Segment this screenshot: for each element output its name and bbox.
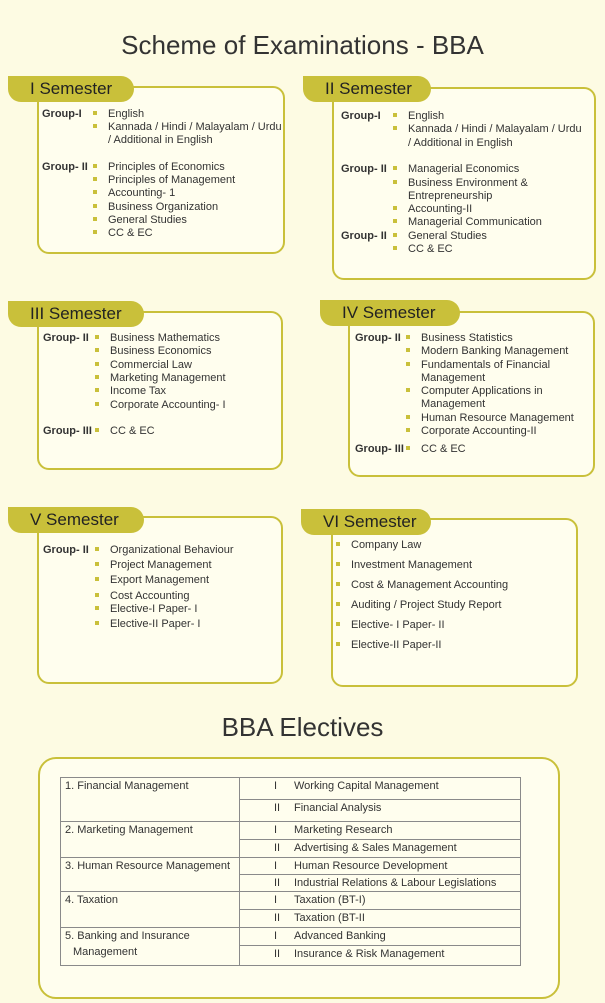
sem1-g1-item: / Additional in English xyxy=(108,134,213,146)
sem1-g2-item: Business Organization xyxy=(108,201,219,213)
sem2-g2-item: Accounting-II xyxy=(408,203,473,215)
paper-cell: II Financial Analysis xyxy=(240,800,521,822)
sem2-label: II Semester xyxy=(303,76,431,102)
sem4-g1-item: Fundamentals of Financial xyxy=(421,359,551,371)
sem1-g2-item: Accounting- 1 xyxy=(108,187,176,199)
sem6-item: Cost & Management Accounting xyxy=(351,579,509,591)
area-cell: 2. Marketing Management xyxy=(61,822,240,858)
sem4-g1-item: Computer Applications in xyxy=(421,385,543,397)
sem3-g2-item: CC & EC xyxy=(110,425,155,437)
paper-cell: II Industrial Relations & Labour Legislations xyxy=(240,875,521,892)
sem2-g1-item: Kannada / Hindi / Malayalam / Urdu xyxy=(408,123,582,135)
sem3-g1-item: Marketing Management xyxy=(110,372,226,384)
sem2-g2-item: Managerial Communication xyxy=(408,216,542,228)
sem6-item: Elective- I Paper- II xyxy=(351,619,445,631)
sem6-item: Elective-II Paper-II xyxy=(351,639,442,651)
area-cell: 5. Banking and Insurance Management xyxy=(61,928,240,966)
sem3-group1: Group- II xyxy=(43,332,89,344)
sem1-g2-item: General Studies xyxy=(108,214,187,226)
sem2-g1-item: English xyxy=(408,110,445,122)
sem6-item: Auditing / Project Study Report xyxy=(351,599,502,611)
sem3-g1-item: Business Mathematics xyxy=(110,332,221,344)
sem1-group1: Group-I xyxy=(42,108,82,120)
sem3-group2: Group- III xyxy=(43,425,92,437)
sem3-g1-item: Corporate Accounting- I xyxy=(110,399,226,411)
sem2-group2: Group- II xyxy=(341,163,387,175)
electives-table xyxy=(60,777,521,966)
electives-title: BBA Electives xyxy=(221,712,384,742)
sem5-g1-item: Elective-I Paper- I xyxy=(110,603,198,615)
sem1-label: I Semester xyxy=(8,76,134,102)
sem1-g2-item: CC & EC xyxy=(108,227,153,239)
sem3-g1-item: Income Tax xyxy=(110,385,167,397)
sem5-g1-item: Cost Accounting xyxy=(110,590,190,602)
sem6-item: Investment Management xyxy=(351,559,473,571)
sem6-label: VI Semester xyxy=(301,509,431,535)
sem2-g2-item: Managerial Economics xyxy=(408,163,520,175)
sem2-g1-item: / Additional in English xyxy=(408,137,513,149)
sem5-g1-item: Export Management xyxy=(110,574,210,586)
table-row xyxy=(61,822,521,840)
sem2-g2-item: Business Environment & xyxy=(408,177,528,189)
sem2-g3-item: CC & EC xyxy=(408,243,453,255)
sem4-g1-item: Modern Banking Management xyxy=(421,345,569,357)
sem4-g1-item: Business Statistics xyxy=(421,332,513,344)
table-row xyxy=(61,858,521,875)
area-cell: 4. Taxation xyxy=(61,892,240,928)
paper-cell: II Insurance & Risk Management xyxy=(240,946,521,966)
sem4-g1-item: Management xyxy=(421,398,486,410)
paper-cell: I Human Resource Development xyxy=(240,858,521,875)
sem4-g1-item: Corporate Accounting-II xyxy=(421,425,537,437)
sem1-group2: Group- II xyxy=(42,161,88,173)
paper-cell: I Advanced Banking xyxy=(240,928,521,946)
sem4-g1-item: Human Resource Management xyxy=(421,412,574,424)
table-row xyxy=(61,778,521,800)
sem4-label: IV Semester xyxy=(320,300,460,326)
page-title: Scheme of Examinations - BBA xyxy=(121,30,484,60)
sem2-group3: Group- II xyxy=(341,230,387,242)
sem5-label: V Semester xyxy=(8,507,144,533)
sem4-group1: Group- II xyxy=(355,332,401,344)
sem4-group2: Group- III xyxy=(355,443,404,455)
sem5-group1: Group- II xyxy=(43,544,89,556)
sem4-g2-item: CC & EC xyxy=(421,443,466,455)
sem1-g2-item: Principles of Management xyxy=(108,174,236,186)
sem2-g2-item: Entrepreneurship xyxy=(408,190,493,202)
area-cell: 1. Financial Management xyxy=(61,778,240,822)
sem5-g1-item: Project Management xyxy=(110,559,212,571)
paper-cell: II Taxation (BT-II xyxy=(240,910,521,928)
sem1-g1-item: Kannada / Hindi / Malayalam / Urdu xyxy=(108,121,282,133)
sem1-g2-item: Principles of Economics xyxy=(108,161,225,173)
area-cell: 3. Human Resource Management xyxy=(61,858,240,892)
table-row xyxy=(61,892,521,910)
paper-cell: II Advertising & Sales Management xyxy=(240,840,521,858)
sem2-group1: Group-I xyxy=(341,110,381,122)
sem5-g1-item: Organizational Behaviour xyxy=(110,544,234,556)
paper-cell: I Marketing Research xyxy=(240,822,521,840)
sem3-g1-item: Commercial Law xyxy=(110,359,192,371)
sem2-g3-item: General Studies xyxy=(408,230,487,242)
paper-cell: I Taxation (BT-I) xyxy=(240,892,521,910)
sem1-g1-item: English xyxy=(108,108,145,120)
sem4-g1-item: Management xyxy=(421,372,486,384)
sem5-g1-item: Elective-II Paper- I xyxy=(110,618,201,630)
paper-cell: I Working Capital Management xyxy=(240,778,521,800)
sem6-item: Company Law xyxy=(351,539,422,551)
table-row xyxy=(61,928,521,946)
sem3-label: III Semester xyxy=(8,301,144,327)
sem3-g1-item: Business Economics xyxy=(110,345,212,357)
